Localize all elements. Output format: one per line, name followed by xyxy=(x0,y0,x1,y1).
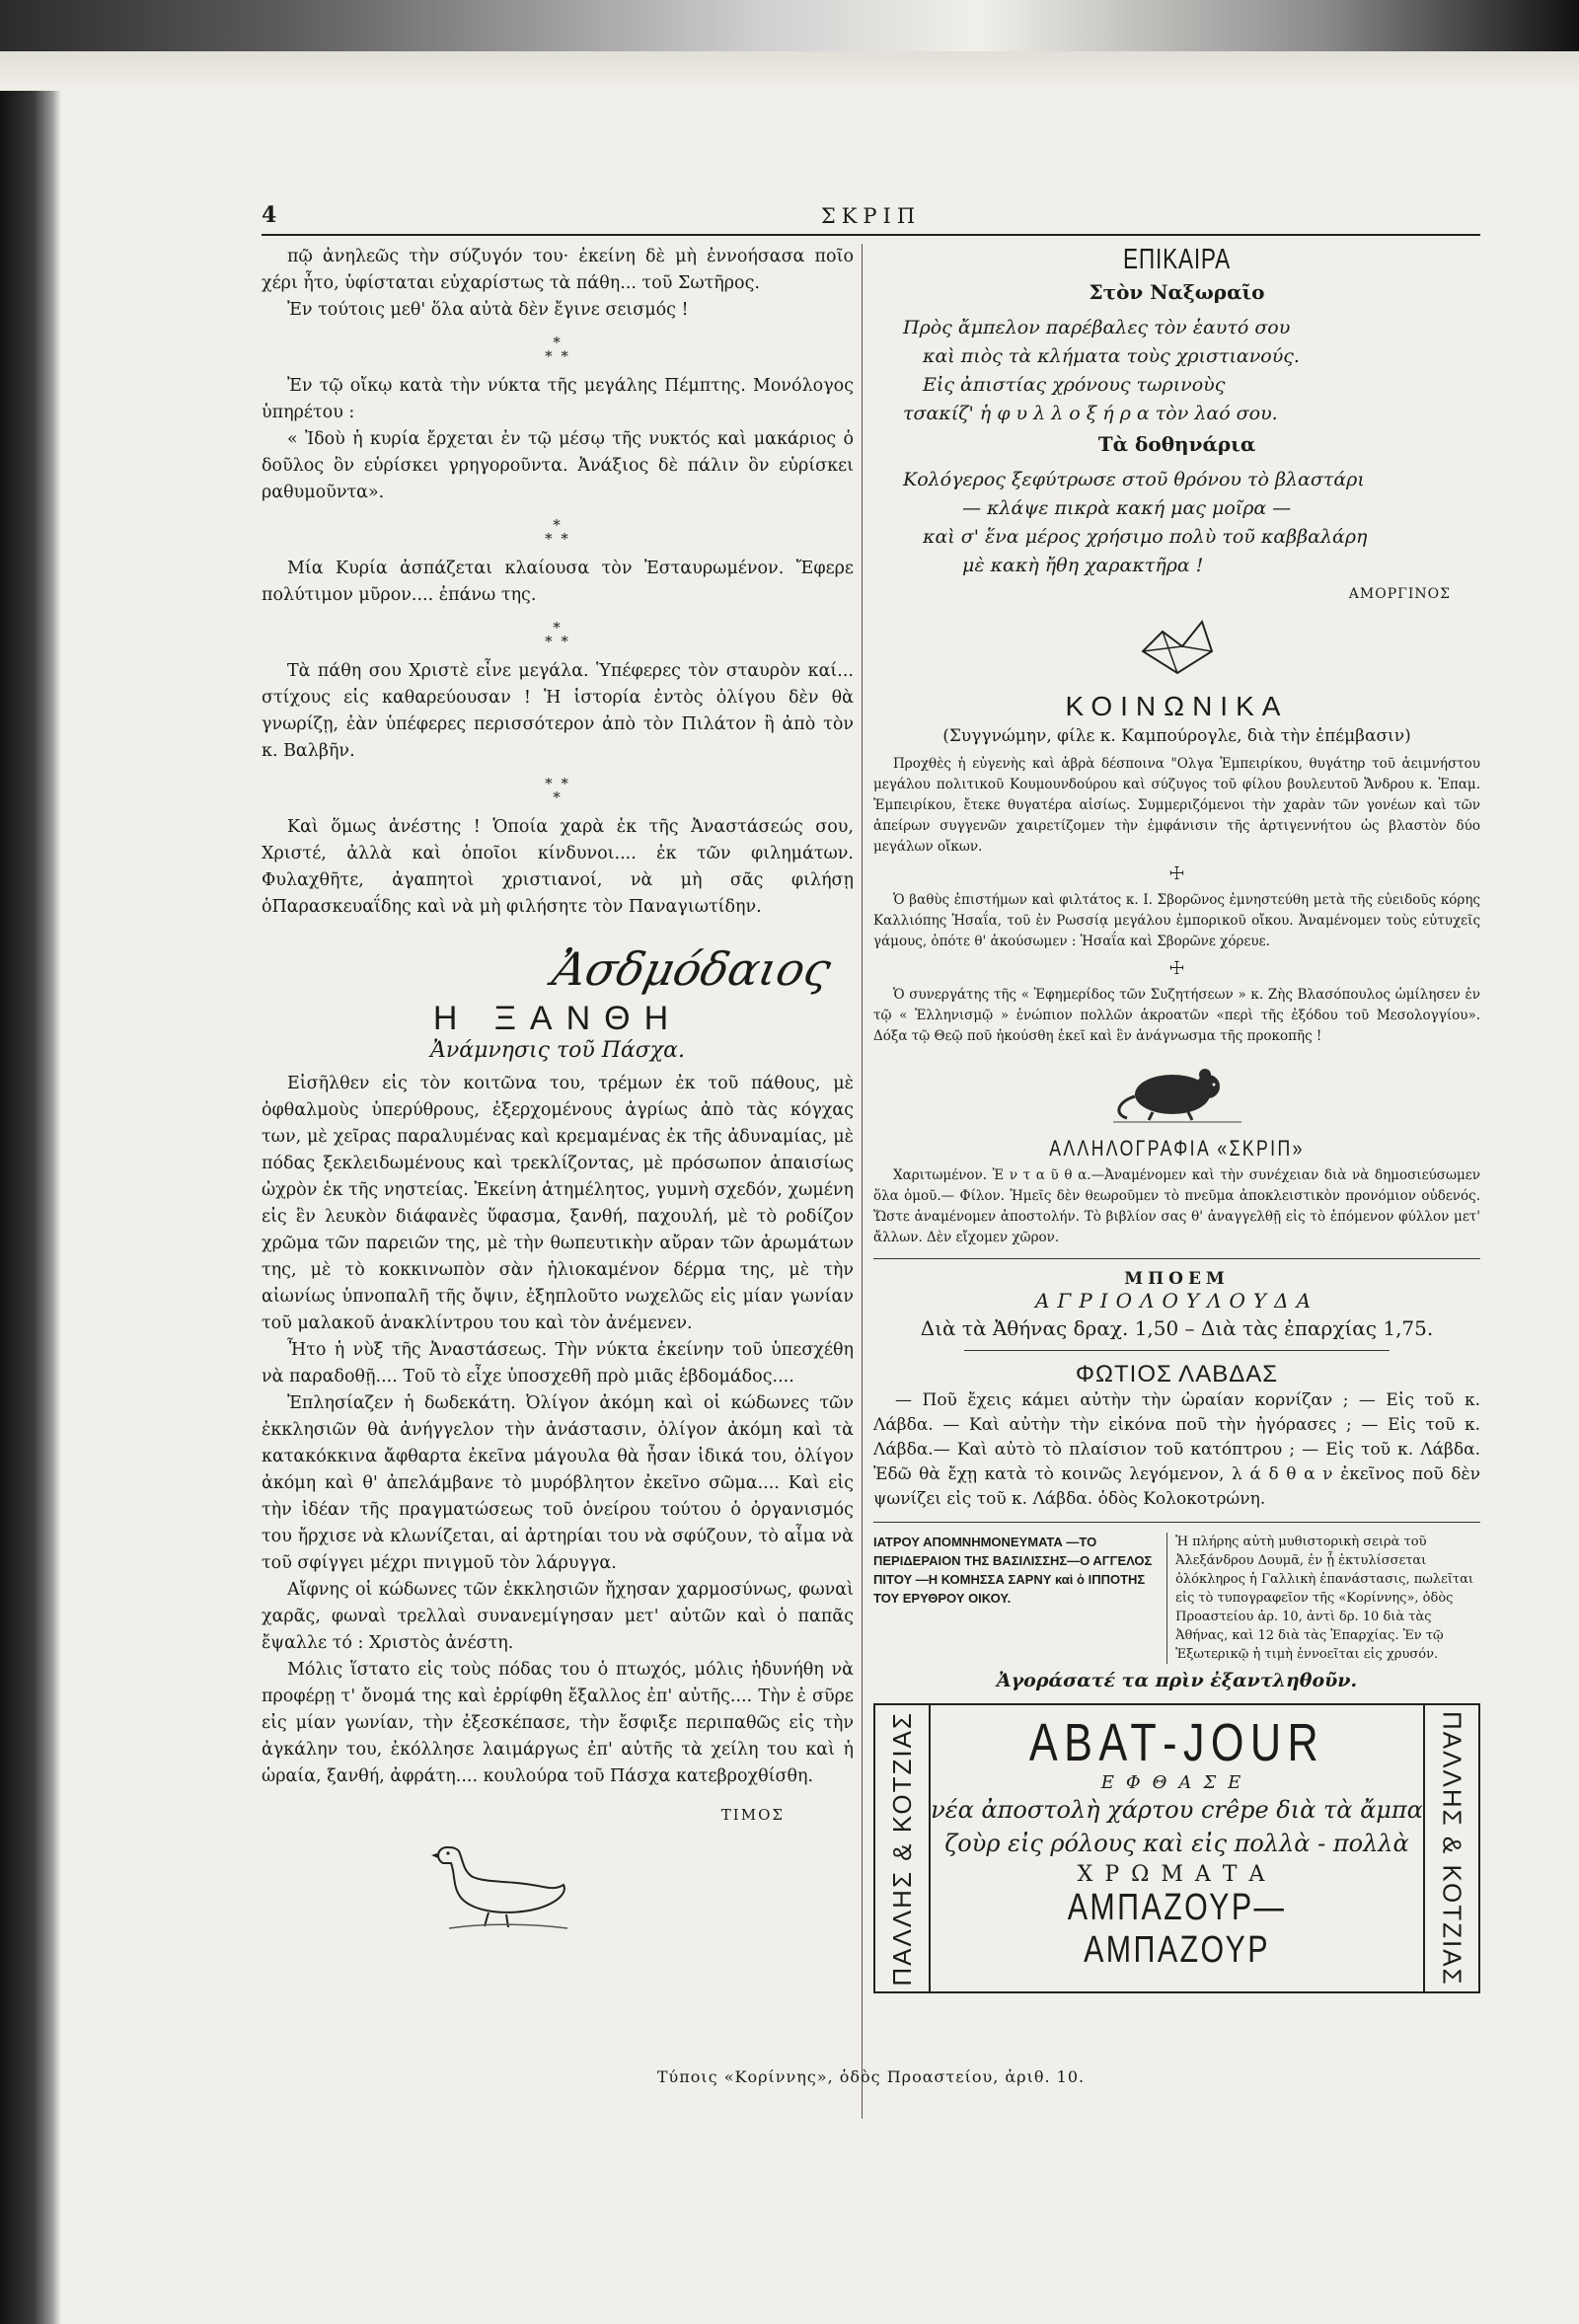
poem-line: καὶ σ' ἕνα μέρος χρήσιμο πολὺ τοῦ καββαλάρη xyxy=(923,526,1368,548)
story-author: ΤΙΜΟΣ xyxy=(720,1806,785,1824)
paper-fold-bird-icon xyxy=(1133,612,1222,681)
ad-side-right xyxy=(1423,1705,1478,1991)
story-title: Η ΞΑΝΘΗ xyxy=(432,1000,683,1037)
poem-line: τσακίζ' ἡ φ υ λ λ ο ξ ή ρ α τὸν λαό σου. xyxy=(903,403,1278,424)
ad-line: νέα ἀποστολὴ χάρτου crêpe διὰ τὰ ἄμπα xyxy=(931,1796,1423,1824)
page-number: 4 xyxy=(262,202,277,228)
fotios-text: — Ποῦ ἔχεις κάμει αὐτὴν τὴν ὡραίαν κορνίζαν ; — Εἰς τοῦ κ. Λάβδα. — Καὶ αὐτὴν τὴν εἰκόνα ποῦ τὴν ἠγόρασες ; — Εἰς τοῦ κ. Λάβδα.— Καὶ αὐτὸ τὸ πλαίσιον τοῦ κατόπτρου ; — Εἰς τοῦ κ. Λάβδα. Ἐδῶ θὰ ἔχῃ κατὰ τὸ κοινῶς λεγόμενον, λ ά δ θ α ν ἐκεῖνος ποῦ δὲν ψωνίζει εἰς τοῦ κ. Λάβδα. ὁδὸς Κολοκοτρώνη. xyxy=(873,1390,1480,1509)
allelografia-text: Χαριτωμένον. Ἐ ν τ α ῦ θ α.—Ἀναμένομεν καὶ τὴν συνέχειαν διὰ νὰ δημοσιεύσωμεν ὅλα ὁμοῦ.— Φίλον. Ἡμεῖς δὲν θεωροῦμεν τὸ πνεῦμα ἀποκλειστικὸν προνόμιον οὐδενός. Ὥστε ἀναμένομεν ἀποστολήν. Τὸ βιβλίον σας θ' ἀναγγελθῇ εἰς τὸ ἐπόμενον φύλλον μετ' ἄλλων. Δὲν εἴχομεν χῶρον. xyxy=(873,1167,1480,1245)
poem-line: Εἰς ἀπιστίας χρόνους τωρινοὺς xyxy=(923,374,1226,396)
epikaira-title: ΕΠΙΚΑΙΡΑ xyxy=(1123,244,1231,275)
story-paragraph: Μόλις ἵστατο εἰς τοὺς πόδας του ὁ πτωχός, μόλις ἠδυνήθη νὰ προφέρῃ τ' ὄνομά της καὶ ἐρρίφθη ἔξαλλος ἐπ' αὐτῆς.... Τὴν ἐ σῦρε εἰς μίαν γωνίαν, τὴν ἐξεσκέπασε, τὴν ἔσφιξε περιπαθῶς εἰς τὴν ἀγκάλην του, ἐκόλλησε λαιμάργως ἐπ' αὐτῆς τὰ χείλη του καὶ ἡ ὡραία, ξανθή, ἀφράτη.... κουλούρα τοῦ Πάσχα κατεβροχθίσθη. xyxy=(262,1660,854,1786)
poem-line: Πρὸς ἄμπελον παρέβαλες τὸν ἑαυτό σου xyxy=(903,317,1291,338)
iatrou-titles: ΙΑΤΡΟΥ ΑΠΟΜΝΗΜΟΝΕΥΜΑΤΑ —ΤΟ ΠΕΡΙΔΕΡΑΙΟΝ ΤΗΣ ΒΑΣΙΛΙΣΣΗΣ—Ο ΑΓΓΕΛΟΣ ΠΙΤΟΥ —Η ΚΟΜΗΣΣΑ ΣΑΡΝΥ καὶ ὁ ΙΠΠΟΤΗΣ ΤΟΥ ΕΡΥΘΡΟΥ ΟΙΚΟΥ. xyxy=(873,1535,1153,1606)
intro-paragraph: Ἐν τούτοις μεθ' ὅλα αὐτὰ δὲν ἔγινε σεισμός ! xyxy=(287,300,689,320)
poem-line: καὶ πιὸς τὰ κλήματα τοὺς χριστιανούς. xyxy=(923,345,1300,367)
koinonika-title: ΚΟΙΝΩΝΙΚΑ xyxy=(1065,691,1289,721)
poem-label: ΜΠΟΕΜ xyxy=(1124,1269,1230,1289)
poem-naxos xyxy=(873,314,1480,428)
scan-dark-edge-top xyxy=(0,0,1579,51)
rule xyxy=(964,1350,1390,1351)
ad-line: ζοὺρ εἰς ρόλους καὶ εἰς πολλὰ - πολλὰ xyxy=(944,1830,1409,1857)
ad-side-text: ΠΑΛΛΗΣ & ΚΟΤΖΙΑΣ xyxy=(886,1710,917,1987)
running-title: ΣΚΡΙΠ xyxy=(820,204,922,228)
poem-book-price: Διὰ τὰ Ἀθήνας δραχ. 1,50 – Διὰ τὰς ἐπαρχίας 1,75. xyxy=(920,1316,1434,1340)
right-column xyxy=(873,244,1480,1993)
ad-main xyxy=(931,1705,1423,1991)
story-paragraph: Αἴφνης οἱ κώδωνες τῶν ἐκκλησιῶν ἤχησαν χαρμοσύνως, φωναὶ χαρᾶς, φωναὶ τρελλαὶ συνανεμίγησαν μετ' αὐτῶν καὶ ὁ παπᾶς ἔψαλλε τό : Χριστὸς ἀνέστη. xyxy=(262,1580,854,1653)
section-paragraph: Τὰ πάθη σου Χριστὲ εἶνε μεγάλα. Ὑπέφερες τὸν σταυρὸν καί... στίχους εἰς καθαρεύουσαν ! Ἡ ἱστορία ἐντὸς ὀλίγου δὲν θὰ γνωρίζῃ, ἐὰν ὑπέφερες περισσότερον ἀπὸ τὸν Πιλάτον ἢ ἀπὸ τὸν κ. Βαλβῆν. xyxy=(262,661,854,761)
poem-line: μὲ κακὴ ἤθη χαρακτῆρα ! xyxy=(962,555,1204,576)
header-rule xyxy=(262,234,1480,236)
asterism: * * * xyxy=(545,619,570,650)
asterism: * * * xyxy=(545,516,570,548)
story-subtitle: Ἀνάμνησις τοῦ Πάσχα. xyxy=(430,1038,685,1063)
ad-side-text: ΠΑΛΛΗΣ & ΚΟΤΖΙΑΣ xyxy=(1437,1710,1467,1987)
epikaira-subheading: Στὸν Ναξωραῖο xyxy=(1089,280,1265,304)
section-paragraph: « Ἰδοὺ ἡ κυρία ἔρχεται ἐν τῷ μέσῳ τῆς νυκτός καὶ μακάριος ὁ δοῦλος ὃν εὑρίσκει γρηγοροῦντα. Ἀνάξιος δὲ πάλιν ὃν εὑρίσκει ραθυμοῦντα». xyxy=(262,429,854,502)
ad-title: ΑΒΑΤ-JOUR xyxy=(1028,1713,1325,1772)
ad-side-left xyxy=(875,1705,931,1991)
story-paragraph: Ἦτο ἡ νὺξ τῆς Ἀναστάσεως. Τὴν νύκτα ἐκείνην τοῦ ὑπεσχέθη νὰ παραδοθῇ.... Τοῦ τὸ εἶχε ὑποσχεθῆ πρὸ μιᾶς ἑβδομάδος.... xyxy=(262,1340,854,1387)
fotios-title: ΦΩΤΙΟΣ ΛΑΒΔΑΣ xyxy=(1075,1361,1279,1387)
section-paragraph: Ἐν τῷ οἴκῳ κατὰ τὴν νύκτα τῆς μεγάλης Πέμπτης. Μονόλογος ὑπηρέτου : xyxy=(262,376,854,422)
story-paragraph: Ἐπλησίαζεν ἡ δωδεκάτη. Ὀλίγον ἀκόμη καὶ οἱ κώδωνες τῶν ἐκκλησιῶν θὰ ἀνήγγελον τὴν ἀνάστασιν, ὀλίγον ἀκόμη καὶ τὰ κατακόκκινα ἄφθαρτα ἐκεῖνα μάγουλα θὰ ἦσαν ἰδικά του, ὀλίγον ἀκόμη καὶ θ' ἀπελάμβανε τὸ μυρόβλητον ἐκεῖνο σῶμα.... Καὶ εἰς τὴν ἰδέαν τῆς πραγματώσεως τοῦ ὀνείρου τούτου ὁ ὀργανισμός του ἤρχισε νὰ κλωνίζεται, αἱ ἀρτηρίαι του νὰ σφύζουν, τὸ αἷμα νὰ τοῦ σφίγγει μέχρι πνιγμοῦ τὸν λάρυγγα. xyxy=(262,1393,854,1573)
section-paragraph: Μία Κυρία ἀσπάζεται κλαίουσα τὸν Ἐσταυρωμένον. Ἔφερε πολύτιμον μῦρον.... ἐπάνω της. xyxy=(262,559,854,605)
ad-colors: ΧΡΩΜΑΤΑ xyxy=(1077,1862,1277,1887)
newspaper-page xyxy=(262,202,1480,2166)
ad-subtitle: ΕΦΘΑΣΕ xyxy=(1100,1772,1253,1793)
column-divider xyxy=(862,244,863,2119)
iatrou-description: Ἡ πλήρης αὐτὴ μυθιστορικὴ σειρὰ τοῦ Ἀλεξάνδρου Δουμᾶ, ἐν ᾗ ἐκτυλίσσεται ὁλόκληρος ἡ Γαλλικὴ ἐπανάστασις, πωλεῖται εἰς τὸ τυπογραφεῖον τῆς «Κορίννης», ὁδὸς Προαστείου ἀρ. 10, ἀντὶ δρ. 10 διὰ τὰς Ἀθήνας, καὶ 12 διὰ τὰς Ἐπαρχίας. Ἐν τῷ Ἐξωτερικῷ ἡ τιμὴ ἐννοεῖται εἰς χρυσόν. xyxy=(1166,1533,1480,1664)
abat-jour-ad xyxy=(873,1703,1480,1993)
intro-paragraph: πῷ ἀνηλεῶς τὴν σύζυγόν του· ἐκείνη δὲ μὴ ἐννοήσασα ποῖο χέρι ἦτο, ὑφίσταται εὐχαρίστως τὰ πάθη... τοῦ Σωτῆρος. xyxy=(262,247,854,293)
allelografia-title: ΑΛΛΗΛΟΓΡΑΦΙΑ «ΣΚΡΙΠ» xyxy=(1049,1136,1305,1161)
scan-fade xyxy=(0,51,1579,91)
poem-book-title: ΑΓΡΙΟΛΟΥΛΟΥΔΑ xyxy=(1034,1289,1319,1312)
epikaira-subheading: Τὰ δοθηνάρια xyxy=(1097,432,1256,456)
social-news-item: Ὁ συνεργάτης τῆς « Ἐφημερίδος τῶν Συζητήσεων » κ. Ζὴς Βλασόπουλος ὡμίλησεν ἐν τῷ « Ἑλληνισμῷ » ἐνώπιον πολλῶν ἀκροατῶν «περὶ τῆς ἐξόδου τοῦ Μεσολογγίου». Δόξα τῷ Θεῷ ποῦ ἠκούσθη ἐκεῖ καὶ ἓν ἀνάγνωσμα τῆς προκοπῆς ! xyxy=(873,987,1480,1044)
epikaira-author: ΑΜΟΡΓΙΝΟΣ xyxy=(1348,586,1451,602)
handwritten-signature: Ἀσδμόδαιος xyxy=(548,942,836,996)
left-column xyxy=(262,244,854,1936)
section-paragraph: Καὶ ὅμως ἀνέστης ! Ὁποία χαρὰ ἐκ τῆς Ἀναστάσεώς σου, Χριστέ, ἀλλὰ καὶ ὁποῖοι κίνδυνοι.... ἐκ τῶν φιλημάτων. Φυλαχθῆτε, ἀγαπητοὶ χριστιανοί, νὰ μὴ σᾶς φιλήσῃ ὁΠαρασκευαΐδης καὶ νὰ μὴ φιλήσητε τὸν Παναγιωτίδην. xyxy=(262,817,854,917)
story-paragraph: Εἰσῆλθεν εἰς τὸν κοιτῶνα του, τρέμων ἐκ τοῦ πάθους, μὲ ὀφθαλμοὺς ὑπερύθρους, ἐξερχομένους ἀγρίως ἀπὸ τὰς κόγχας των, μὲ χεῖρας παραλυμένας καὶ κρεμαμένας ἐκ τῆς ἀδυναμίας, μὲ πόδας ξεκλειδωμένους καὶ τρεκλίζοντας, μὲ πρόσωπον ἀπαισίως ὠχρὸν ἐκ τῆς νηστείας. Ἐκείνη ἀτημέλητος, γυμνὴ σχεδόν, χωμένη εἰς ἓν λευκὸν διάφανὲς ὕφασμα, ξανθή, παχουλή, μὲ τὸ ροδίζον χρῶμα τῶν παρειῶν της, μὲ τὴν θωπευτικὴν αὔραν τῶν ἀρωμάτων της, μὲ τὸ κοκκινωπὸν σὰν ἡλιοκαμένον δέρμα της, μὲ τὴν αἰωνίως ὑπνοπαλῆ τῆς ὄψιν, ἐξηπλοῦτο νωχελῶς εἰς μίαν γωνίαν τοῦ μαλακοῦ ἀνακλίντρου του καὶ τὸν ἀνέμενεν. xyxy=(262,1074,854,1333)
iatrou-ad xyxy=(873,1533,1480,1664)
goose-icon xyxy=(429,1834,577,1932)
asterism: * * * xyxy=(545,775,570,806)
asterism: * * * xyxy=(545,334,570,365)
scan-dark-edge-left xyxy=(0,0,61,2324)
social-news-item: Προχθὲς ἡ εὐγενὴς καὶ ἁβρὰ δέσποινα "Ολγα Ἐμπειρίκου, θυγάτηρ τοῦ ἀειμνήστου μεγάλου πολιτικοῦ Κουμουνδούρου καὶ σύζυγος τοῦ φίλου βουλευτοῦ Ἄνδρου κ. Ἐπαμ. Ἐμπειρίκου, ἔτεκε θυγατέρα αἰσίως. Συμμεριζόμενοι τὴν χαρὰν τῶν γονέων καὶ τῶν ἀπείρων συγγενῶν χαιρετίζομεν τὴν ἐμφάνισιν τῆς ἀρτιγεννήτου ὡς βλαστὸν δύο μεγάλων οἴκων. xyxy=(873,756,1480,855)
social-news-item: Ὁ βαθὺς ἐπιστήμων καὶ φιλτάτος κ. Ι. Σβορῶνος ἐμνηστεύθη μετὰ τῆς εὐειδοῦς κόρης Καλλιόπης Ἡσαΐα, τοῦ ἐν Ρωσσίᾳ μεγάλου ἐμπορικοῦ οἴκου. Ἀναμένομεν τοὺς εὐτυχεῖς γάμους, ὁπότε θ' ἀκούσωμεν : Ἡσαΐα καὶ Σβορῶνε χόρευε. xyxy=(873,892,1480,949)
section-separator: ☩ xyxy=(1168,958,1185,979)
poem-line: Κολόγερος ξεφύτρωσε στοῦ θρόνου τὸ βλαστάρι xyxy=(903,469,1365,490)
buy-slogan: Ἀγοράσατέ τα πρὶν ἐξαντληθοῦν. xyxy=(996,1670,1358,1691)
ad-amp: ΑΜΠΑΖΟΥΡ—ΑΜΠΑΖΟΥΡ xyxy=(1067,1887,1287,1971)
rule xyxy=(873,1258,1480,1259)
printer-imprint: Τύποις «Κορίννης», ὁδὸς Προαστείου, ἀριθ. 10. xyxy=(656,2067,1086,2086)
poem-dothinaria xyxy=(873,466,1480,580)
section-separator: ☩ xyxy=(1168,863,1185,884)
koinonika-subtitle: (Συγγνώμην, φίλε κ. Καμπούρογλε, διὰ τὴν ἐπέμβασιν) xyxy=(942,726,1411,746)
poem-line: — κλάψε πικρὰ κακή μας μοῖρα — xyxy=(962,497,1292,519)
rule xyxy=(873,1522,1480,1523)
mouse-icon xyxy=(1103,1057,1251,1126)
